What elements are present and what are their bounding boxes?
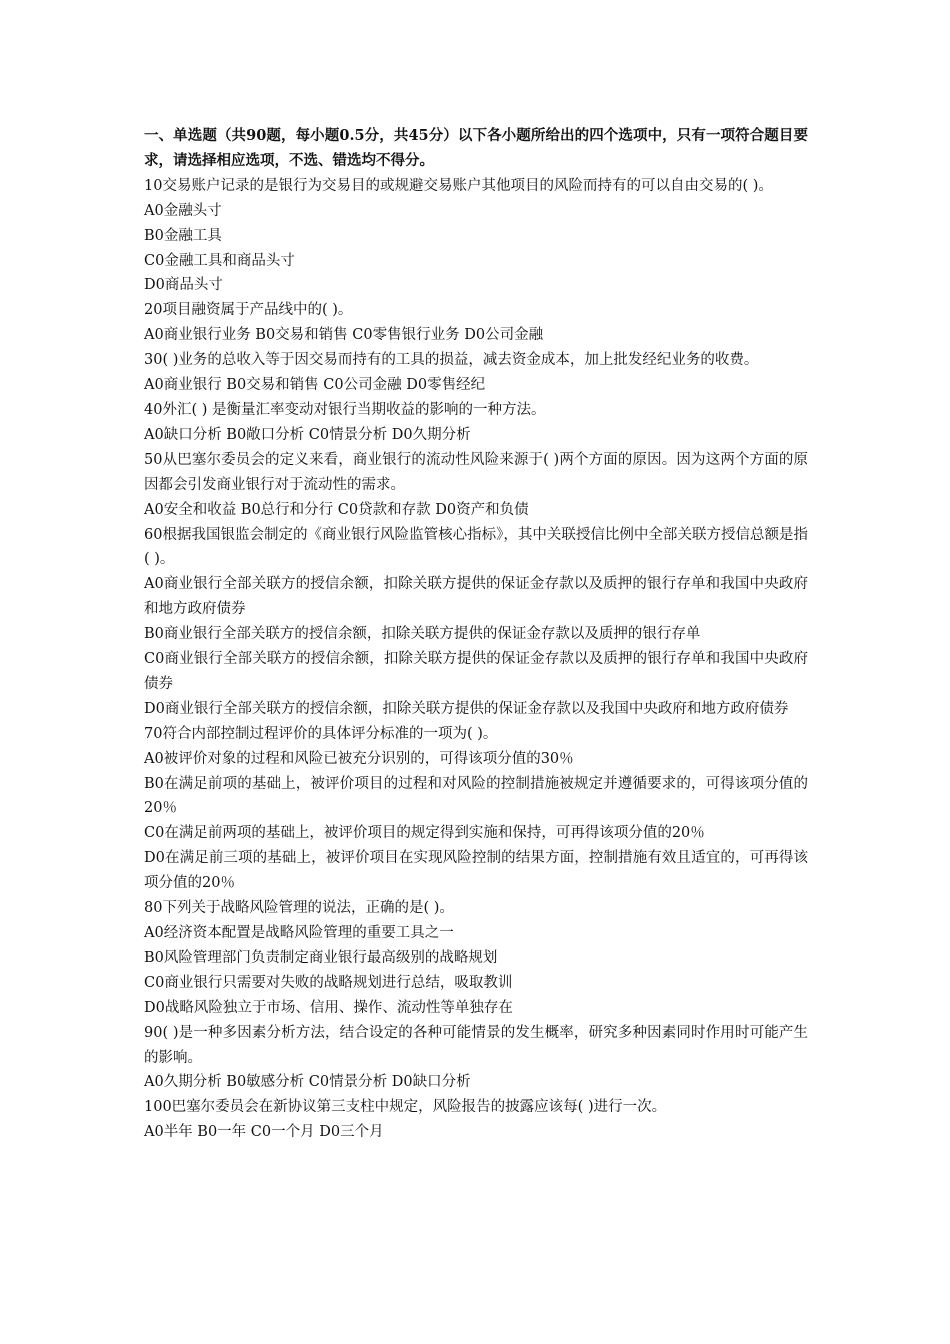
text-line: 40外汇( ) 是衡量汇率变动对银行当期收益的影响的一种方法。 xyxy=(144,401,546,418)
text-line: B0在满足前项的基础上，被评价项目的过程和对风险的控制措施被规定并遵循要求的，可得该项分值的20％ xyxy=(144,775,808,817)
text-line: C0金融工具和商品头寸 xyxy=(144,252,295,269)
text-line: A0商业银行全部关联方的授信余额，扣除关联方提供的保证金存款以及质押的银行存单和我国中央政府和地方政府债券 xyxy=(144,576,808,618)
text-line: C0商业银行只需要对失败的战略规划进行总结，吸取教训 xyxy=(144,974,513,991)
text-line: D0在满足前三项的基础上，被评价项目在实现风险控制的结果方面，控制措施有效且适宜的，可再得该项分值的20％ xyxy=(144,850,808,892)
text-line: A0被评价对象的过程和风险已被充分识别的，可得该项分值的30％ xyxy=(144,750,574,767)
text-line: D0商业银行全部关联方的授信余额，扣除关联方提供的保证金存款以及我国中央政府和地方政府债券 xyxy=(144,700,789,717)
text-line: 30( )业务的总收入等于因交易而持有的工具的损益，减去资金成本，加上批发经纪业务的收费。 xyxy=(144,352,759,369)
text-line: 100巴塞尔委员会在新协议第三支柱中规定，风险报告的披露应该每( )进行一次。 xyxy=(144,1099,667,1116)
text-line: 60根据我国银监会制定的《商业银行风险监管核心指标》，其中关联授信比例中全部关联方授信总额是指( )。 xyxy=(144,526,808,568)
text-line: A0半年 B0一年 C0一个月 D0三个月 xyxy=(144,1124,384,1141)
question-list xyxy=(144,174,808,1145)
text-line: D0战略风险独立于市场、信用、操作、流动性等单独存在 xyxy=(144,999,513,1016)
text-line: B0金融工具 xyxy=(144,227,222,244)
text-line: 50从巴塞尔委员会的定义来看，商业银行的流动性风险来源于( )两个方面的原因。因为这两个方面的原因都会引发商业银行对于流动性的需求。 xyxy=(144,451,808,493)
text-line: 20项目融资属于产品线中的( )。 xyxy=(144,302,353,319)
text-line: 70符合内部控制过程评价的具体评分标准的一项为( )。 xyxy=(144,725,498,742)
text-line: C0商业银行全部关联方的授信余额，扣除关联方提供的保证金存款以及质押的银行存单和我国中央政府债券 xyxy=(144,651,808,692)
text-line: A0久期分析 B0敏感分析 C0情景分析 D0缺口分析 xyxy=(144,1074,471,1091)
text-line: D0商品头寸 xyxy=(144,277,223,294)
section-heading: 一、单选题（共90题，每小题0.5分，共45分）以下各小题所给出的四个选项中，只有一项符合题目要求，请选择相应选项，不选、错选均不得分。 xyxy=(144,127,808,169)
text-line: B0风险管理部门负责制定商业银行最高级别的战略规划 xyxy=(144,949,498,966)
text-line: 80下列关于战略风险管理的说法，正确的是( )。 xyxy=(144,900,454,917)
document-page xyxy=(144,124,808,1145)
text-line: 10交易账户记录的是银行为交易目的或规避交易账户其他项目的风险而持有的可以自由交易的( )。 xyxy=(144,177,773,194)
text-line: 90( )是一种多因素分析方法，结合设定的各种可能情景的发生概率，研究多种因素同时作用时可能产生的影响。 xyxy=(144,1024,808,1066)
text-line: A0安全和收益 B0总行和分行 C0贷款和存款 D0资产和负债 xyxy=(144,501,529,518)
text-line: C0在满足前两项的基础上，被评价项目的规定得到实施和保持，可再得该项分值的20％ xyxy=(144,825,705,842)
text-line: A0金融头寸 xyxy=(144,202,222,219)
text-line: A0经济资本配置是战略风险管理的重要工具之一 xyxy=(144,925,454,941)
text-line: A0缺口分析 B0敞口分析 C0情景分析 D0久期分析 xyxy=(144,426,471,443)
text-line: A0商业银行 B0交易和销售 C0公司金融 D0零售经纪 xyxy=(144,377,486,394)
text-line: A0商业银行业务 B0交易和销售 C0零售银行业务 D0公司金融 xyxy=(144,327,544,344)
text-line: B0商业银行全部关联方的授信余额，扣除关联方提供的保证金存款以及质押的银行存单 xyxy=(144,626,701,643)
